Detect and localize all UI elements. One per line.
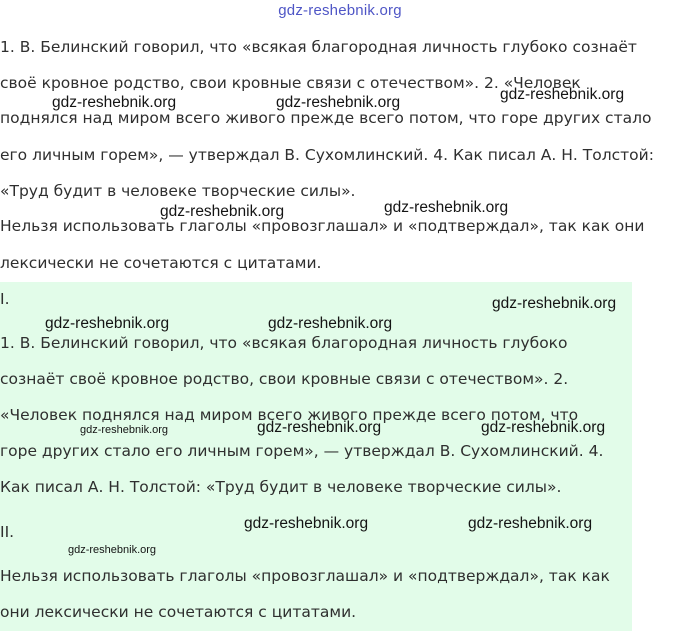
intro-line: лексически не сочетаются с цитатами. (0, 254, 322, 272)
answer-line: горе других стало его личным горем», — утверждал В. Сухомлинский. 4. (0, 442, 604, 460)
answer-line: сознаёт своё кровное родство, свои кровные связи с отечеством». 2. (0, 370, 569, 388)
watermark: gdz-reshebnik.org (500, 86, 625, 103)
answer-line: они лексически не сочетаются с цитатами. (0, 603, 357, 621)
watermark: gdz-reshebnik.org (257, 419, 382, 436)
watermark: gdz-reshebnik.org (160, 203, 285, 220)
watermark: gdz-reshebnik.org (244, 515, 369, 532)
intro-line: «Труд будит в человеке творческие силы». (0, 182, 356, 200)
watermark: gdz-reshebnik.org (80, 424, 169, 436)
intro-line: 1. В. Белинский говорил, что «всякая благородная личность глубоко сознаёт (0, 38, 637, 56)
section-marker: II. (0, 523, 15, 541)
watermark: gdz-reshebnik.org (492, 295, 617, 312)
answer-line: 1. В. Белинский говорил, что «всякая благородная личность глубоко (0, 334, 568, 352)
intro-line: Нельзя использовать глаголы «провозглашал» и «подтверждал», так как они (0, 217, 645, 235)
answer-line: Как писал А. Н. Толстой: «Труд будит в человеке творческие силы». (0, 478, 562, 496)
watermark: gdz-reshebnik.org (68, 544, 157, 556)
watermark: gdz-reshebnik.org (481, 419, 606, 436)
intro-line: его личным горем», — утверждал В. Сухомлинский. 4. Как писал А. Н. Толстой: (0, 146, 654, 164)
watermark: gdz-reshebnik.org (276, 94, 401, 111)
answer-line: Нельзя использовать глаголы «провозглашал» и «подтверждал», так как (0, 567, 610, 585)
watermark: gdz-reshebnik.org (468, 515, 593, 532)
watermark: gdz-reshebnik.org (45, 315, 170, 332)
answer-line: «Человек поднялся над миром всего живого прежде всего потом, что (0, 406, 579, 424)
intro-line: поднялся над миром всего живого прежде всего потом, что горе других стало (0, 109, 652, 127)
header-watermark: gdz-reshebnik.org (278, 2, 402, 19)
intro-line: своё кровное родство, свои кровные связи с отечеством». 2. «Человек (0, 74, 581, 92)
watermark: gdz-reshebnik.org (268, 315, 393, 332)
section-marker: I. (0, 290, 10, 308)
watermark: gdz-reshebnik.org (52, 94, 177, 111)
watermark: gdz-reshebnik.org (384, 199, 509, 216)
